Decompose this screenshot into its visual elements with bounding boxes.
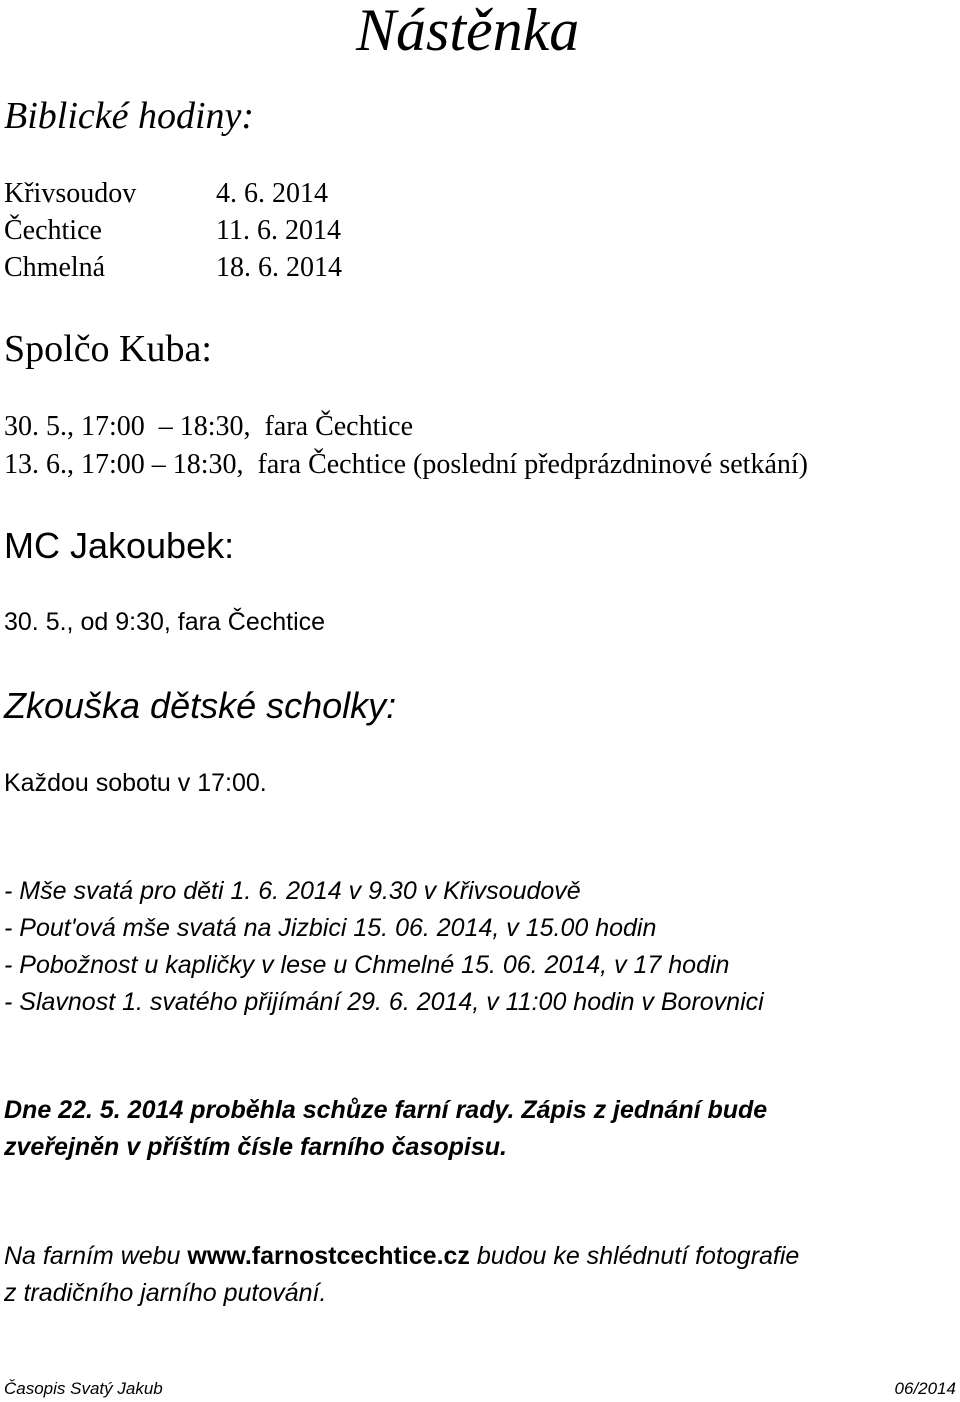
spolco-line: 13. 6., 17:00 – 18:30, fara Čechtice (poslední předprázdninové setkání) xyxy=(4,449,808,480)
event-item: - Mše svatá pro děti 1. 6. 2014 v 9.30 v Křivsoudově xyxy=(4,877,581,905)
spolco-line: 30. 5., 17:00 – 18:30, fara Čechtice xyxy=(4,411,414,442)
biblical-date: 18. 6. 2014 xyxy=(216,252,342,283)
scholka-heading: Zkouška dětské scholky: xyxy=(4,685,397,726)
biblical-place: Čechtice xyxy=(4,215,102,246)
event-item: - Pobožnost u kapličky v lese u Chmelné 15. 06. 2014, v 17 hodin xyxy=(4,951,730,979)
biblical-date: 4. 6. 2014 xyxy=(216,178,328,209)
notice-line: zveřejněn v příštím čísle farního časopisu. xyxy=(4,1133,507,1161)
footer-right: 06/2014 xyxy=(894,1379,956,1398)
biblical-place: Křivsoudov xyxy=(4,178,137,209)
web-prefix: Na farním webu xyxy=(4,1242,188,1270)
biblical-heading: Biblické hodiny: xyxy=(4,95,255,137)
page-title: Nástěnka xyxy=(356,0,580,63)
footer-left: Časopis Svatý Jakub xyxy=(4,1379,163,1398)
biblical-date: 11. 6. 2014 xyxy=(216,215,341,246)
notice-line: Dne 22. 5. 2014 proběhla schůze farní rady. Zápis z jednání bude xyxy=(4,1096,768,1124)
biblical-row xyxy=(4,175,328,212)
biblical-place: Chmelná xyxy=(4,252,106,283)
biblical-row xyxy=(4,249,342,286)
spolco-heading: Spolčo Kuba: xyxy=(4,328,212,370)
web-suffix: budou ke shlédnutí fotografie xyxy=(469,1242,800,1270)
web-line xyxy=(4,1238,799,1275)
scholka-line: Každou sobotu v 17:00. xyxy=(4,769,267,797)
web-line: z tradičního jarního putování. xyxy=(4,1279,327,1307)
event-item: - Slavnost 1. svatého přijímání 29. 6. 2014, v 11:00 hodin v Borovnici xyxy=(4,988,764,1016)
event-item: - Pout'ová mše svatá na Jizbici 15. 06. 2014, v 15.00 hodin xyxy=(4,914,657,942)
biblical-row xyxy=(4,212,341,249)
web-link[interactable]: www.farnostcechtice.cz xyxy=(187,1242,470,1270)
mc-line: 30. 5., od 9:30, fara Čechtice xyxy=(4,608,326,636)
mc-heading: MC Jakoubek: xyxy=(4,525,235,566)
